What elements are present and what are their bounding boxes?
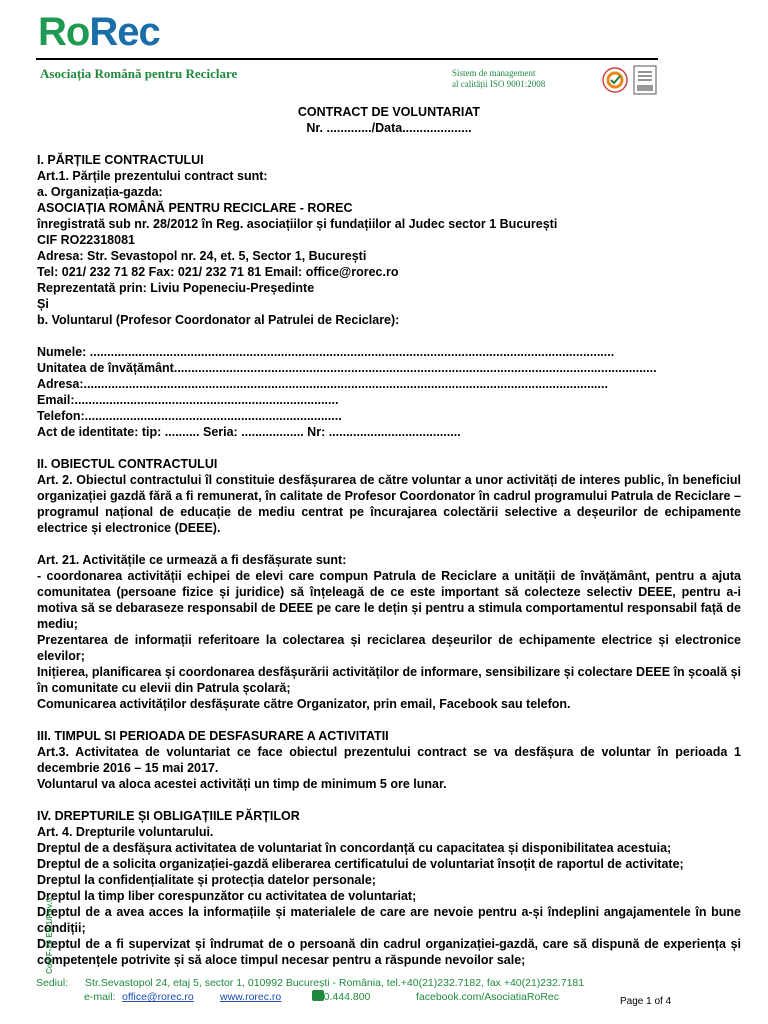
contract-text-line: Reprezentată prin: Liviu Popeneciu-Președinte (37, 281, 315, 295)
contract-text-line: Dreptul de a avea acces la informațiile și materialele de care are nevoie pentru a-și îndeplini angajamentele în bune condiții; (37, 905, 741, 935)
footer-email-label: e-mail: (84, 991, 116, 1003)
form-code: Cod F-20 Ed.1/Rev.0 (45, 897, 54, 974)
contract-text-line: Comunicarea activităților desfășurate către Organizator, prin email, Facebook sau telefon. (37, 697, 571, 711)
footer-address-row (36, 976, 736, 990)
footer-website-link[interactable]: www.rorec.ro (220, 991, 282, 1003)
contract-text-line: I. PĂRȚILE CONTRACTULUI (37, 153, 204, 167)
spacer (37, 136, 741, 152)
footer-seat-label: Sediul: (36, 977, 69, 989)
contract-text-line: Dreptul la confidențialitate și protecția datelor personale; (37, 873, 376, 887)
header-divider (36, 58, 658, 60)
footer-address: Str.Sevastopol 24, etaj 5, sector 1, 010992 București - România, tel.+40(21)232.7182, fax +40(21)232.7181 (85, 977, 585, 989)
contract-text-line: Unitatea de învățământ........................................................................................................................................... (37, 361, 657, 375)
logo-part1: Ro (38, 10, 90, 54)
footer-phone: 800.444.800 (312, 991, 371, 1003)
contract-text-line: Dreptul la timp liber corespunzător cu activitatea de voluntariat; (37, 889, 417, 903)
footer-facebook: facebook.com/AsociatiaRoRec (416, 991, 559, 1003)
contract-title: CONTRACT DE VOLUNTARIAT (297, 105, 481, 119)
contract-text-line: b. Voluntarul (Profesor Coordonator al Patrulei de Reciclare): (37, 313, 400, 327)
contract-number: Nr. ............./Data.................... (306, 121, 472, 135)
contract-text-line: a. Organizația-gazda: (37, 185, 163, 199)
contract-text-line: Prezentarea de informații referitoare la colectarea și reciclarea deșeurilor de echipamente electrice și electronice elevilor; (37, 633, 741, 663)
contract-body (37, 152, 741, 968)
contract-text-line: Dreptul de a solicita organizației-gazdă eliberarea certificatului de voluntariat însoțit de raportul de activitate; (37, 857, 684, 871)
qms-line-1: Sistem de management (452, 68, 536, 78)
contract-text-line: Art.1. Părțile prezentului contract sunt: (37, 169, 268, 183)
organization-name: Asociația Română pentru Reciclare (40, 66, 238, 81)
contract-text-line: Art. 21. Activitățile ce urmează a fi desfășurate sunt: (37, 553, 347, 567)
qms-line-2: al calității ISO 9001:2008 (452, 79, 546, 89)
contract-text-line: Art. 4. Drepturile voluntarului. (37, 825, 214, 839)
certification-badges-icon (602, 64, 658, 96)
spacer (37, 536, 741, 552)
contract-text-line: CIF RO22318081 (37, 233, 135, 247)
spacer (37, 712, 741, 728)
contract-text-line: Dreptul de a fi supervizat și îndrumat de o persoană din cadrul organizației-gazdă, care să dispună de experiența și competențele potrivite și să aloce timpul necesar pentru a răspunde nevoilor sale; (37, 937, 741, 967)
footer-email-link[interactable]: office@rorec.ro (122, 991, 194, 1003)
contract-text-line: Art.3. Activitatea de voluntariat ce face obiectul prezentului contract se va desfășura de voluntar în perioada 1 decembrie 2016 – 15 mai 2017. (37, 745, 741, 775)
contract-text-line: Adresa: Str. Sevastopol nr. 24, et. 5, Sector 1, București (37, 249, 367, 263)
spacer (37, 440, 741, 456)
contract-text-line: III. TIMPUL SI PERIOADA DE DESFASURARE A ACTIVITATII (37, 729, 389, 743)
rorec-logo (38, 10, 160, 55)
contract-text-line: Inițierea, planificarea și coordonarea desfășurării activităților de informare, sensibilizare și colectare DEEE în școală și în comunitate cu elevii din Patrula școlară; (37, 665, 741, 695)
contract-text-line: Și (37, 297, 49, 311)
contract-text-line: Adresa:....................................................................................................................................................... (37, 377, 608, 391)
contract-text-line: ASOCIAȚIA ROMÂNĂ PENTRU RECICLARE - ROREC (37, 201, 353, 215)
contract-text-line: II. OBIECTUL CONTRACTULUI (37, 457, 218, 471)
logo-part2: Rec (89, 10, 160, 54)
quality-system-note (452, 68, 562, 90)
contract-text-line: înregistrată sub nr. 28/2012 în Reg. asociațiilor și fundațiilor al Judec sector 1 București (37, 217, 558, 231)
spacer (37, 792, 741, 808)
contract-text-line: Tel: 021/ 232 71 82 Fax: 021/ 232 71 81 Email: office@rorec.ro (37, 265, 399, 279)
contract-text-line: Numele: ....................................................................................................................................................... (37, 345, 615, 359)
contract-text-line: Dreptul de a desfășura activitatea de voluntariat în concordanță cu capacitatea și disponibilitatea acestuia; (37, 841, 672, 855)
contract-document (37, 104, 741, 968)
contract-text-line: Voluntarul va aloca acestei activități un timp de minimum 5 ore lunar. (37, 777, 447, 791)
contract-text-line: - coordonarea activității echipei de elevi care compun Patrula de Reciclare a unității de învățământ, pentru a ajuta comunitatea (persoane fizice și juridice) să înțeleagă de ce este important să colecteze selectiv DEEE, pentru a-i motiva să se debaraseze responsabil de DEEE pe care le dețin și pentru a stimula comportamentul responsabil față de mediu; (37, 569, 741, 631)
contract-text-line: Art. 2. Obiectul contractului îl constituie desfășurarea de către voluntar a unor activități de interes public, în beneficiul organizației gazdă fără a fi remunerat, în calitate de Profesor Coordonator în cadrul programului Patrula de Reciclare – programul național de educație de mediu centrat pe încurajarea colectării selective a deșeurilor de echipamente electrice și electronice (DEEE). (37, 473, 741, 535)
spacer (37, 328, 741, 344)
contract-text-line: Email:............................................................................ (37, 393, 339, 407)
contract-text-line: Act de identitate: tip: .......... Seria: .................. Nr: ...................................... (37, 425, 461, 439)
contract-text-line: Telefon:.......................................................................... (37, 409, 342, 423)
page-number: Page 1 of 4 (620, 996, 672, 1007)
contract-text-line: IV. DREPTURILE ȘI OBLIGAȚIILE PĂRȚILOR (37, 809, 300, 823)
